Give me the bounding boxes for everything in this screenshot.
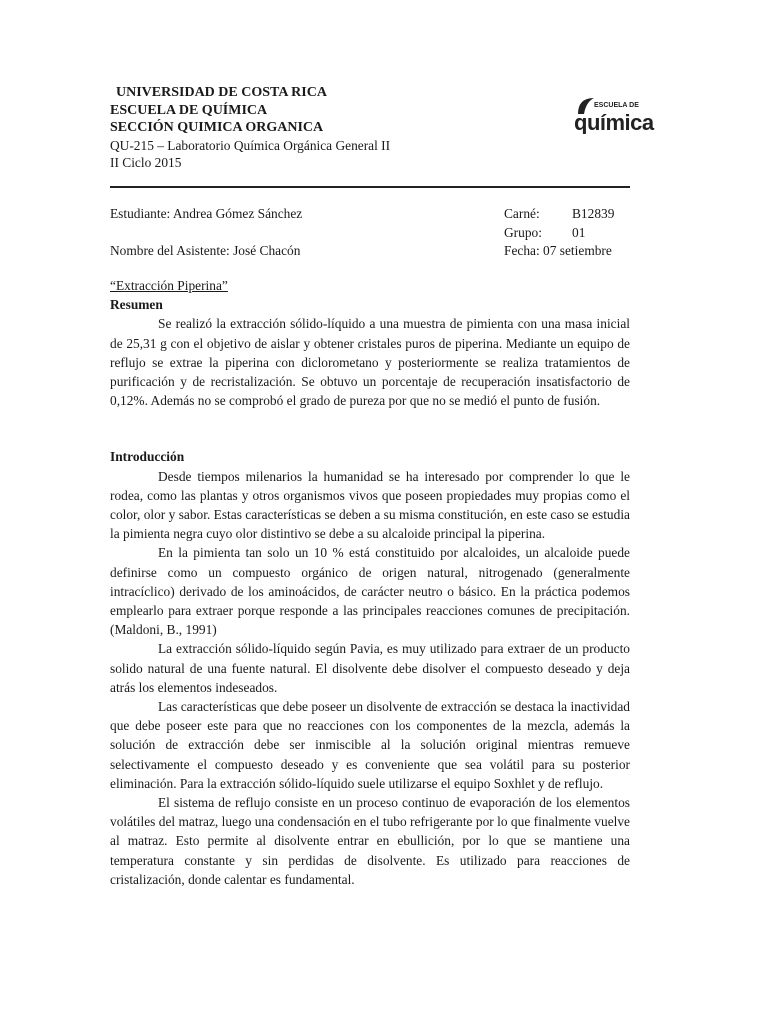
intro-paragraph: La extracción sólido-líquido según Pavia, es muy utilizado para extraer de un producto solido natural de una fuente natural. El disolvente debe disolver el compuesto deseado y deja atrás los elementos indeseados. xyxy=(110,641,630,695)
term: II Ciclo 2015 xyxy=(110,155,182,170)
grupo-value: 01 xyxy=(572,224,586,240)
intro-paragraph: En la pimienta tan solo un 10 % está constituido por alcaloides, un alcaloide puede definirse como un compuesto orgánico de origen natural, nitrogenado (generalmente intracíclico) derivado de los aminoácidos, de carácter neutro o básico. En la práctica podemos emplearlo para extraer porque responde a las principales reacciones comunes de precipitación. (Maldoni, B., 1991) xyxy=(110,545,630,638)
resumen-paragraph: Se realizó la extracción sólido-líquido a una muestra de pimienta con una masa inicial de 25,31 g con el objetivo de aislar y obtener cristales puros de piperina. Mediante un equipo de reflujo se extrae la piperina con diclorometano y posteriormente se realiza tratamientos de purificación y de recristalización. Se obtuvo un porcentaje de recuperación insatisfactorio de 0,12%. Además no se comprobó el grado de pureza por que no se medió el punto de fusión. xyxy=(110,316,630,409)
header-block xyxy=(110,84,654,176)
escuela-quimica-logo xyxy=(572,94,692,134)
course-name: QU-215 – Laboratorio Química Orgánica General II xyxy=(110,137,391,153)
assistant-name: Nombre del Asistente: José Chacón xyxy=(110,243,301,258)
intro-paragraph: Desde tiempos milenarios la humanidad se ha interesado por comprender lo que le rodea, como las plantas y otros organismos vivos que poseen propiedades muy propias como el color, olor y sabor. Estas características se deben a su misma constitución, en este caso se estudia la pimienta negra cuyo olor distintivo se debe a su alcaloide principal la piperina. xyxy=(110,468,630,542)
institution-lines xyxy=(110,84,470,172)
logo-big-text: química xyxy=(574,110,654,134)
header-divider xyxy=(110,186,630,188)
university-name: UNIVERSIDAD DE COSTA RICA xyxy=(116,85,327,100)
intro-paragraph: El sistema de reflujo consiste en un proceso continuo de evaporación de los elementos volátiles del matraz, luego una condensación en el tubo refrigerante por lo que finalmente vuelve al matraz. Esto permite al disolvente entrar en ebullición, por lo que se mantiene una temperatura constante y sin perdidas de disolvente. Es utilizado para reacciones de cristalización, donde calentar es fundamental. xyxy=(110,795,630,887)
section-name: SECCIÓN QUIMICA ORGANICA xyxy=(110,120,324,135)
report-date: Fecha: 07 setiembre xyxy=(504,243,612,258)
logo-small-text: ESCUELA DE xyxy=(594,102,639,109)
school-name: ESCUELA DE QUÍMICA xyxy=(110,102,268,118)
report-title: “Extracción Piperina” xyxy=(110,278,228,293)
resumen-heading: Resumen xyxy=(110,297,163,313)
student-info xyxy=(110,205,630,261)
report-body xyxy=(110,276,630,889)
intro-heading: Introducción xyxy=(110,449,185,465)
student-name: Estudiante: Andrea Gómez Sánchez xyxy=(110,206,303,221)
carne-label: Carné: xyxy=(504,206,540,221)
carne-value: B12839 xyxy=(572,206,615,221)
grupo-label: Grupo: xyxy=(504,224,542,240)
document-header xyxy=(110,84,654,176)
intro-paragraph: Las características que debe poseer un disolvente de extracción se destaca la inactividad que debe poseer este para que no reacciones con los componentes de la mezcla, además la solución de extracción debe ser inmiscible al la solución original mientras remueve selectivamente el compuesto deseado y es conveniente que sea volátil para su posterior eliminación. Para la extracción sólido-líquido suele utilizarse el equipo Soxhlet y de reflujo. xyxy=(110,699,630,791)
spacer xyxy=(110,410,630,447)
